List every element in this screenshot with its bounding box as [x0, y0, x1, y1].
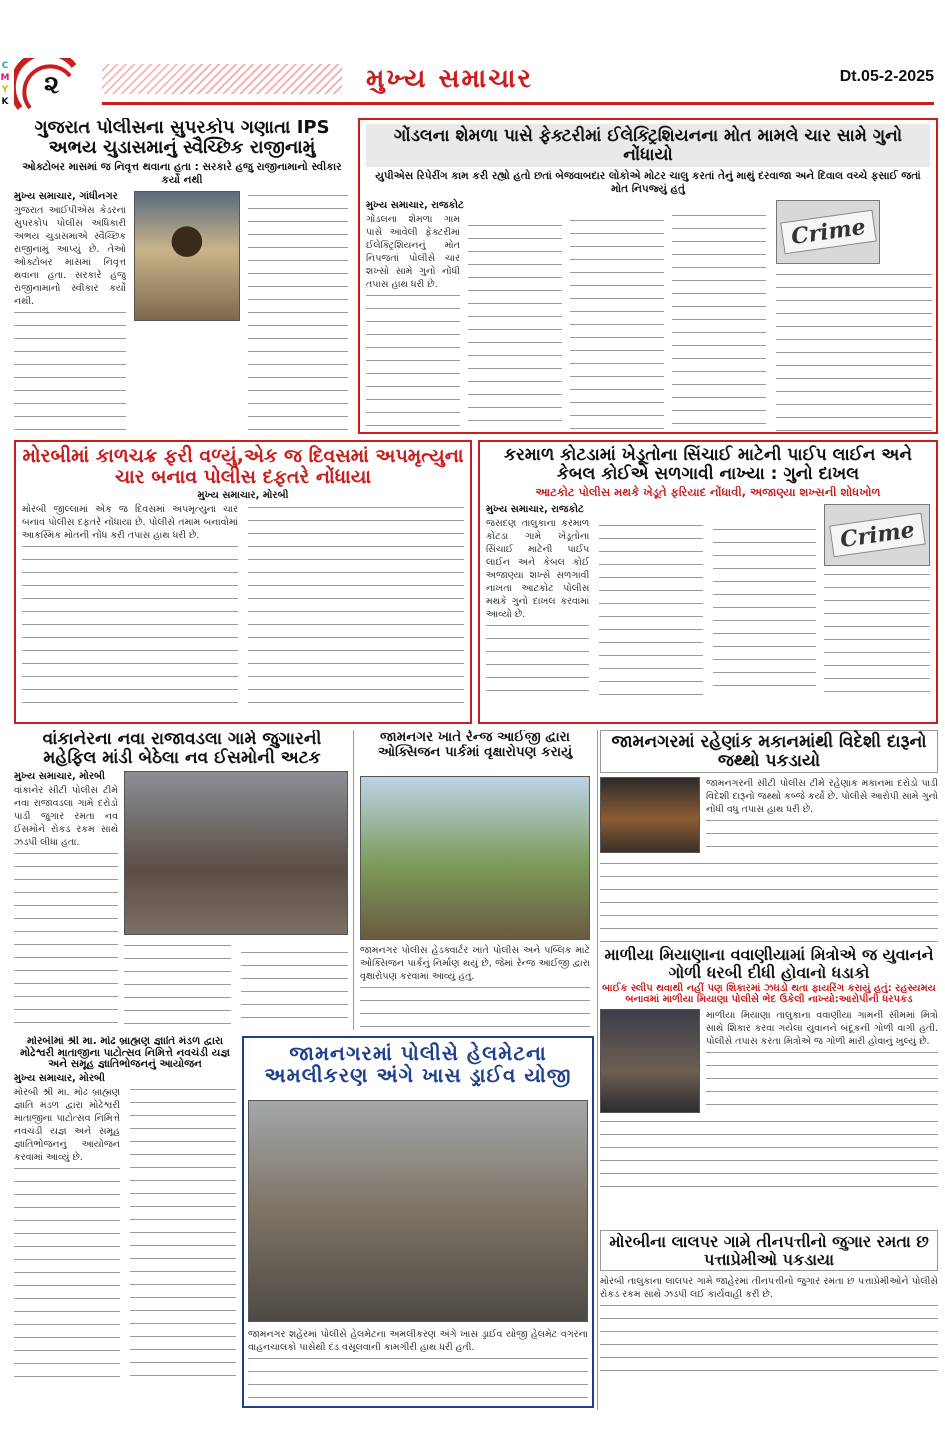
story-ips-byline: મુખ્ય સમાચાર, ગાંધીનગર [14, 190, 118, 202]
reg-y: Y [1, 85, 9, 95]
story-kotda-crime-label: Crime [829, 513, 925, 558]
story-gondal-crime-label: Crime [780, 210, 876, 255]
story-liquor-body-lower [600, 859, 938, 942]
story-gondal-body-side [776, 270, 932, 434]
police-officer-icon: ● [169, 215, 205, 262]
story-jamnagar-tree-photo [360, 776, 590, 940]
story-maliya-headline: માળીયા મિયાણાના વવાણીયામાં મિત્રોએ જ યુવાનને ગોળી ધરબી દીધી હોવાનો ધડાકો [604, 946, 934, 982]
story-temple-body: મોરબી શ્રી મા. મોઢ બ્રાહ્મણ જ્ઞાતિ મંડળ દ્વારા મોઢેશ્વરી માતાજીના પાટોત્સવ નિમિત્તે નવચંડી યજ્ઞ અને સમૂહ જ્ઞાતિભોજનનું આયોજન કરવામાં આવ્યું છે. [14, 1086, 236, 1386]
story-maliya-body-lower [600, 1117, 938, 1187]
story-maliya-subhead: બાઈક સ્લીપ થવાથી નહીં પણ શિકારમાં ઝઘડો થતા ફાયરિંગ કરાયું હતું: રહસ્યમય બનાવમાં માળીયા મિયાણા પોલીસે ભેદ ઉકેલી નાખ્યો:આરોપીની ધરપકડ [602, 983, 936, 1006]
issue-date: Dt.05-2-2025 [839, 68, 934, 85]
story-gondal-subhead: યુપીએસ રિપેરીંગ કામ કરી રહ્યો હતો છતાં બેજવાબદાર લોકોએ મોટર ચાલુ કરતાં તેનું માથું દરવાજા અને દિવાલ વચ્ચે ફસાઈ જતાં મોત નિપજ્યું હતું [375, 170, 921, 196]
story-liquor-body: જામનગરની સીટી પોલીસ ટીમે રહેણાંક મકાનમાં દરોડો પાડી વિદેશી દારૂનો જથ્થો કબ્જે કર્યો છે. પોલીસે આરોપી સામે ગુનો નોંધી વધુ તપાસ હાથ ધરી છે. [706, 777, 938, 855]
story-temple [14, 1036, 236, 1408]
story-ips [14, 118, 350, 434]
reg-k: K [1, 97, 9, 107]
column-divider [353, 730, 354, 1030]
reg-c: C [1, 61, 9, 71]
reg-m: M [0, 73, 10, 83]
story-liquor [600, 730, 938, 942]
story-gondal [358, 118, 938, 434]
story-wankaner-body-lower [124, 941, 348, 1025]
story-gondal-crime-image [776, 200, 880, 264]
story-ips-subhead: ઓક્ટોબર માસમાં જ નિવૃત્ત થવાના હતા : સરકારે હજુ રાજીનામાનો સ્વીકાર કર્યો નથી [22, 160, 342, 186]
story-jamnagar-tree [356, 730, 594, 1030]
page-number: ૨ [44, 70, 60, 100]
story-kotda-crime-image [824, 504, 930, 566]
story-ips-headline: ગુજરાત પોલીસના સુપરકોપ ગણાતા IPS અભય ચુડાસમાનું સ્વૈચ્છિક રાજીનામું [34, 118, 330, 158]
story-maliya [600, 946, 938, 1224]
story-maliya-photo [600, 1009, 700, 1113]
story-wankaner-byline: મુખ્ય સમાચાર, મોરબી [14, 771, 105, 783]
story-jamnagar-tree-body: જામનગર પોલીસ હેડક્વાર્ટર ખાતે પોલીસ અને પબ્લિક માટે ઓક્સિજન પાર્કનું નિર્માણ થયું છે, જેમાં રેન્જ આઈજી દ્વારા વૃક્ષારોપણ કરવામાં આવ્યું હતું. [360, 944, 590, 1028]
masthead-rule [102, 102, 934, 105]
story-lalpar-headline: મોરબીના લાલપર ગામે તીનપત્તીનો જુગાર રમતા છ પત્તાપ્રેમીઓ પકડાયા [600, 1230, 938, 1271]
story-kotda-headline: કરમાળ કોટડામાં ખેડૂતોના સિંચાઈ માટેની પાઈપ લાઈન અને કેબલ કોઈએ સળગાવી નાખ્યા : ગુનો દાખલ [504, 445, 912, 484]
story-jamnagar-tree-headline: જામનગર ખાતે રેન્જ આઈજી દ્વારા ઓક્સિજન પાર્કમાં વૃક્ષારોપણ કરાયું [377, 730, 573, 760]
section-title: મુખ્ય સમાચાર [366, 64, 533, 94]
story-maliya-body: માળીયા મિયાણા તાલુકાના વવાણીયા ગામની સીમમાં મિત્રો સાથે શિકાર કરવા ગયેલા યુવાનને બંદૂકની ગોળી વાગી હતી. પોલીસે તપાસ કરતા મિત્રોએ જ ગોળી મારી હોવાનું ખુલ્યું છે. [706, 1009, 938, 1113]
story-lalpar-body: મોરબી તાલુકાના લાલપર ગામે જાહેરમાં તીનપત્તીનો જુગાર રમતા છ પત્તાપ્રેમીઓને પોલીસે રોકડ રકમ સાથે ઝડપી લઈ કાર્યવાહી કરી છે. [600, 1275, 938, 1379]
story-kotda-body-side [824, 570, 930, 698]
story-wankaner-headline: વાંકાનેરના નવા રાજાવડલા ગામે જુગારની મહેફિલ માંડી બેઠેલા નવ ઈસમોની અટક [42, 730, 322, 768]
registration-marks-left [0, 60, 10, 108]
story-ips-body-col3 [248, 191, 348, 434]
story-gondal-headline: ગોંડલના શેમળા પાસે ફેક્ટરીમાં ઈલેક્ટ્રિશિયનના મોત મામલે ચાર સામે ગુનો નોંધાયો [366, 124, 930, 167]
column-divider [597, 730, 598, 1410]
story-wankaner [14, 730, 350, 1030]
masthead-strip [102, 64, 342, 94]
story-temple-byline: મુખ્ય સમાચાર, મોરબી [14, 1072, 105, 1084]
story-morbi [14, 440, 472, 724]
story-lalpar [600, 1230, 938, 1410]
story-kotda [478, 440, 938, 724]
story-wankaner-body: વાંકાનેર સીટી પોલીસ ટીમે નવા રાજાવડલા ગામે દરોડો પાડી જુગાર રમતા નવ ઈસમોને રોકડ રકમ સાથે ઝડપી લીધા હતા. [14, 784, 118, 1024]
story-gondal-body: ગોંડલના શેમળા ગામ પાસે આવેલી ફેક્ટરીમાં ઈલેક્ટ્રિશિયનનું મોત નિપજતાં પોલીસે ચાર શખ્સો સામે ગુનો નોંધી તપાસ હાથ ધરી છે. [366, 213, 766, 434]
story-gondal-byline: મુખ્ય સમાચાર, રાજકોટ [366, 200, 464, 212]
story-morbi-headline: મોરબીમાં કાળચક્ર ફરી વળ્યું,એક જ દિવસમાં અપમૃત્યુના ચાર બનાવ પોલીસ દફતરે નોંધાયા [22, 445, 464, 488]
masthead [14, 58, 934, 114]
story-helmet-body: જામનગર શહેરમાં પોલીસે હેલમેટના અમલીકરણ અંગે ખાસ ડ્રાઈવ યોજી હેલમેટ વગરના વાહનચાલકો પાસેથી દંડ વસૂલવાની કામગીરી હાથ ધરી હતી. [248, 1328, 588, 1404]
story-ips-photo [134, 191, 240, 321]
story-liquor-photo [600, 777, 700, 853]
story-morbi-byline: મુખ્ય સમાચાર, મોરબી [197, 489, 289, 501]
story-kotda-subhead: આટકોટ પોલીસ મથકે ખેડૂતે ફરિયાદ નોંધાવી, અજાણ્યા શખ્સની શોધખોળ [535, 485, 881, 500]
story-helmet [242, 1036, 594, 1408]
story-wankaner-photo [124, 771, 348, 935]
story-kotda-byline: મુખ્ય સમાચાર, રાજકોટ [486, 504, 584, 516]
story-morbi-body: મોરબી જીલ્લામાં એક જ દિવસમાં અપમૃત્યુના ચાર બનાવ પોલીસ દફતરે નોંધાયા છે. પોલીસે તમામ બનાવોમાં આકસ્મિક મોતની નોંધ કરી તપાસ હાથ ધરી છે. [22, 503, 464, 711]
story-helmet-headline: જામનગરમાં પોલીસે હેલમેટના અમલીકરણ અંગે ખાસ ડ્રાઈવ યોજી [264, 1041, 572, 1087]
story-helmet-photo [248, 1100, 588, 1322]
story-ips-body: ગુજરાત આઈપીએસ કેડરના સુપરકોપ પોલીસ અધિકારી અભય ચુડાસમાએ સ્વૈચ્છિક રાજીનામું આપ્યું છે. તેઓ ઓક્ટોબર માસમાં નિવૃત્ત થવાના હતા. સરકારે હજુ રાજીનામાનો સ્વીકાર કર્યો નથી. [14, 204, 126, 434]
story-liquor-headline: જામનગરમાં રહેણાંક મકાનમાંથી વિદેશી દારૂનો જથ્થો પકડાયો [600, 730, 938, 773]
story-kotda-body: જસદણ તાલુકાના કરમાળ કોટડા ગામે ખેડૂતોના સિંચાઈ માટેની પાઈપ લાઈન અને કેબલ કોઈ અજાણ્યા શખ્સે સળગાવી નાખતા આટકોટ પોલીસ મથકે ગુનો દાખલ કરવામાં આવ્યો છે. [486, 517, 816, 695]
story-temple-headline: મોરબીમાં શ્રી મા. મોઢ બ્રાહ્મણ જ્ઞાતિ મંડળ દ્વારા મોઢેશ્વરી માતાજીના પાટોત્સવ નિમિત્તે નવચંડી યજ્ઞ અને સમૂહ જ્ઞાતિભોજનનું આયોજન [20, 1036, 230, 1071]
